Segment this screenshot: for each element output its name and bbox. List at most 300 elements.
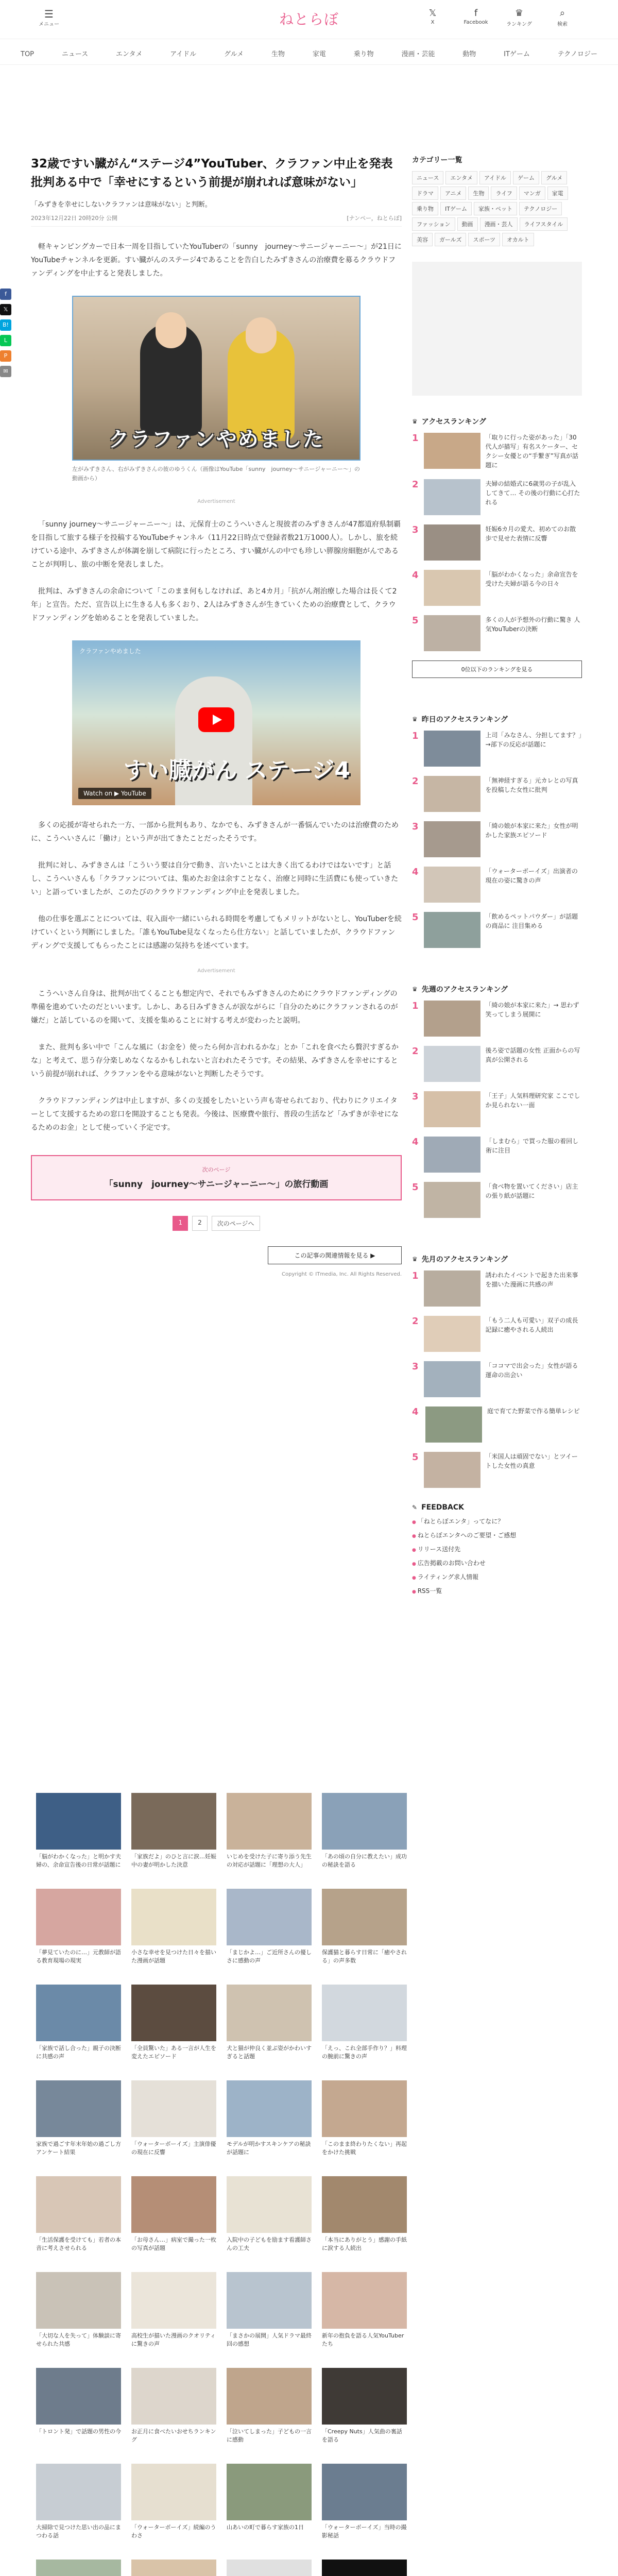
related-article-card[interactable]	[227, 2080, 312, 2165]
ranking-title[interactable]: 「食べ物を置いてください」店主の張り紙が話題に	[485, 1183, 578, 1199]
ranking-heading	[412, 416, 582, 427]
related-article-thumbnail[interactable]	[36, 2080, 121, 2137]
nav-item[interactable]: 漫画・芸能	[401, 50, 435, 58]
related-article-card[interactable]	[322, 1793, 407, 1877]
share-hatena-icon[interactable]: B!	[0, 319, 11, 331]
article-paragraph: 批判に対し、みずきさんは「こういう要は自分で動き、言いたいことは大きく出てるわけではないです」と話し、こうへいさんも「クラファンについては、集めたお金は余すことなく、治療と同時に生活費にも使っていきたい」と語っていましたが、このたびのクラウドファンディング中止を発表しました。	[31, 861, 399, 896]
ranking-item[interactable]	[412, 1137, 582, 1173]
related-article-title[interactable]: 「お母さん…」病室で撮った一枚の写真が話題	[131, 2236, 216, 2251]
article-byline: [ナンペー，ねとらぼ]	[347, 215, 402, 222]
feedback-icon: ✎	[412, 1504, 418, 1511]
pagination	[31, 1216, 402, 1231]
ranking-thumbnail[interactable]	[424, 1361, 480, 1397]
related-article-title[interactable]: 「あの頃の自分に教えたい」成功の秘訣を語る	[322, 1853, 407, 1868]
trophy-icon: ♛	[412, 418, 418, 425]
related-article-thumbnail[interactable]	[322, 2272, 407, 2329]
ranking-section	[412, 984, 582, 1218]
ranking-title[interactable]: 誘われたイベントで起きた出来事を描いた漫画に共感の声	[485, 1272, 578, 1288]
related-article-title[interactable]: いじめを受けた子に寄り添う先生の対応が話題に「理想の大人」	[227, 1853, 312, 1868]
category-link[interactable]: 漫画・芸人	[480, 217, 518, 231]
related-article-title[interactable]: 「大切な人を失って」体験談に寄せられた共感	[36, 2332, 121, 2347]
related-article-card[interactable]	[227, 2272, 312, 2357]
nav-item[interactable]: ITゲーム	[504, 50, 530, 58]
related-article-title[interactable]: 「泣いてしまった」子どもの一言に感動	[227, 2428, 312, 2443]
page-link[interactable]: 2	[192, 1216, 208, 1231]
next-page-label: 次のページ	[202, 1166, 231, 1173]
ranking-list	[412, 731, 582, 948]
related-article-card[interactable]	[131, 2080, 216, 2165]
related-article-title[interactable]: 保護猫と暮らす日常に「癒やされる」の声多数	[322, 1949, 407, 1964]
ranking-item[interactable]	[412, 524, 582, 561]
ranking-heading-text: アクセスランキング	[421, 418, 486, 426]
related-article-card[interactable]	[36, 2272, 121, 2357]
trophy-icon: ♛	[412, 1256, 418, 1263]
article-paragraph: こうへいさん自身は、批判が出てくることも想定内で、それでもみずきさんのためにクラウドファンディングの準備を進めていたのだといいます。しかし、ある日みずきさんが涙ながらに「自分のためにクラファンされるのが嫌だ」と話しているのを聞いて、支援を集めることに対する考えが変わったと説明。	[31, 990, 398, 1025]
ranking-thumbnail[interactable]	[424, 1452, 480, 1488]
related-article-card[interactable]	[227, 2368, 312, 2452]
ranking-heading-text: 先週のアクセスランキング	[421, 986, 508, 994]
nav-item[interactable]: 動物	[462, 50, 476, 58]
rank-number: 2	[412, 776, 419, 787]
ranking-item[interactable]	[412, 1361, 582, 1397]
related-article-title[interactable]: 「まさかの展開」人気ドラマ最終回の感想	[227, 2332, 312, 2347]
category-link[interactable]: ゲーム	[513, 171, 539, 184]
category-link[interactable]: アニメ	[440, 187, 466, 200]
category-link[interactable]: ファッション	[412, 217, 455, 231]
rank-number: 5	[412, 615, 419, 626]
ranking-title[interactable]: 「脳がわかくなった」余命宣告を受けた夫婦が語る今の日々	[485, 571, 578, 587]
related-article-card[interactable]	[36, 2176, 121, 2261]
related-article-thumbnail[interactable]	[131, 2464, 216, 2520]
nav-item[interactable]: 乗り物	[353, 50, 374, 58]
category-link[interactable]: 美容	[412, 233, 433, 246]
ranking-section	[412, 416, 582, 678]
related-article-thumbnail[interactable]	[131, 2368, 216, 2425]
related-article-title[interactable]: 山あいの町で暮らす家族の1日	[227, 2524, 304, 2531]
related-article-title[interactable]: 「家族で話し合った」親子の決断に共感の声	[36, 2045, 121, 2060]
related-article-thumbnail[interactable]	[227, 1793, 312, 1850]
related-article-thumbnail[interactable]	[227, 2560, 312, 2576]
related-article-thumbnail[interactable]	[131, 2080, 216, 2137]
category-link[interactable]: テクノロジー	[519, 202, 562, 215]
ranking-thumbnail[interactable]	[424, 867, 480, 903]
related-article-card[interactable]	[322, 1985, 407, 2069]
share-line-icon[interactable]: L	[0, 335, 11, 346]
ranking-item[interactable]	[412, 479, 582, 515]
related-article-thumbnail[interactable]	[227, 2176, 312, 2233]
related-article-card[interactable]	[36, 1793, 121, 1877]
menu-label: メニュー	[39, 22, 59, 27]
category-link[interactable]: ニュース	[412, 171, 443, 184]
ranking-thumbnail[interactable]	[424, 615, 480, 651]
category-link[interactable]: 乗り物	[412, 202, 438, 215]
rank-number: 2	[412, 479, 419, 490]
related-article-card[interactable]	[131, 2272, 216, 2357]
ranking-thumbnail[interactable]	[424, 524, 480, 561]
youtube-embed[interactable]	[72, 640, 360, 805]
ranking-item[interactable]	[412, 867, 582, 903]
related-article-title[interactable]: 「トロント発」で話題の男性の今	[36, 2428, 121, 2435]
sidebar-ad[interactable]	[412, 262, 582, 396]
header-icon-label: 検索	[557, 22, 568, 27]
feedback-link[interactable]: ● 広告掲載のお問い合わせ	[412, 1558, 582, 1567]
ad-label: Advertisement	[197, 499, 235, 504]
related-article-thumbnail[interactable]	[227, 2080, 312, 2137]
rank-number: 3	[412, 1091, 419, 1102]
category-link[interactable]: 家族・ペット	[474, 202, 517, 215]
ranking-thumbnail[interactable]	[424, 570, 480, 606]
header-x-button[interactable]	[418, 7, 447, 27]
related-article-title[interactable]: 「夢見ていたのに…」元教師が語る教育現場の現実	[36, 1949, 121, 1964]
related-article-card[interactable]	[227, 1889, 312, 1973]
video-person	[175, 676, 252, 805]
feedback-link[interactable]: ● ライティング求人情報	[412, 1572, 582, 1581]
related-article-thumbnail[interactable]	[36, 2368, 121, 2425]
ranking-title[interactable]: 上司「みなさん、分担してます？」→部下の反応が話題に	[485, 732, 582, 748]
rank-number: 1	[412, 1001, 419, 1011]
related-article-card[interactable]	[131, 1889, 216, 1973]
related-article-thumbnail[interactable]	[131, 1985, 216, 2041]
related-article-card[interactable]	[36, 2368, 121, 2452]
related-article-card[interactable]	[131, 2560, 216, 2576]
related-article-thumbnail[interactable]	[36, 2272, 121, 2329]
feedback-list	[412, 1517, 582, 1595]
feedback-link[interactable]: ● 「ねとらぼエンタ」ってなに？	[412, 1517, 582, 1526]
nav-item[interactable]: グルメ	[224, 50, 244, 58]
ranking-title[interactable]: 「ウォーターボーイズ」出演者の現在の姿に驚きの声	[485, 868, 578, 884]
ranking-heading	[412, 984, 582, 994]
article-meta	[31, 214, 402, 227]
related-article-thumbnail[interactable]	[36, 2560, 121, 2576]
menu-button[interactable]	[36, 8, 62, 27]
feedback-link[interactable]: ● RSS一覧	[412, 1586, 582, 1595]
article-paragraph: 多くの応援が寄せられた一方、一部から批判もあり、なかでも、みずきさんが一番悩んでいたのは治療費のために、こうへいさんに「働け」という声が出てきたことだったそうです。	[31, 821, 399, 843]
ad-label-2: Advertisement	[197, 968, 235, 974]
nav-item[interactable]: 生物	[271, 50, 285, 58]
ranking-heading	[412, 1254, 582, 1264]
ranking-title[interactable]: 「綺の娘が本家に来た」→ 思わず笑ってしまう展開に	[485, 1002, 579, 1018]
article-photo[interactable]	[72, 296, 360, 461]
related-article-thumbnail[interactable]	[36, 2464, 121, 2520]
related-article-title[interactable]: 「まじかよ…」ご近所さんの優しさに感動の声	[227, 1949, 312, 1964]
ranking-item[interactable]	[412, 570, 582, 606]
rank-number: 4	[412, 867, 419, 877]
ranking-heading-text: 昨日のアクセスランキング	[421, 716, 508, 724]
category-link[interactable]: ドラマ	[412, 187, 438, 200]
related-article-title[interactable]: 「ウォーターボーイズ」主演俳優の現在に反響	[131, 2141, 216, 2156]
ranking-item[interactable]	[412, 1091, 582, 1127]
ranking-item[interactable]	[412, 731, 582, 767]
header-icon-label: Facebook	[464, 20, 488, 25]
sidebar	[412, 155, 582, 1595]
nav-item[interactable]: テクノロジー	[557, 50, 597, 58]
related-article-card[interactable]	[36, 1985, 121, 2069]
related-article-title[interactable]: 入院中の子どもを励ます看護師さんの工夫	[227, 2236, 312, 2251]
category-link[interactable]: グルメ	[541, 171, 567, 184]
more-ranking-button[interactable]: 0位以下のランキングを見る	[412, 660, 582, 678]
rank-number: 4	[412, 1406, 419, 1417]
x-icon: 𝕏	[428, 8, 437, 19]
page-link[interactable]: 1	[173, 1216, 188, 1231]
related-article-thumbnail[interactable]	[322, 1793, 407, 1850]
next-page-box[interactable]	[31, 1155, 402, 1200]
related-article-thumbnail[interactable]	[227, 1985, 312, 2041]
ranking-thumbnail[interactable]	[424, 776, 480, 812]
next-page-link[interactable]: 次のページへ	[212, 1216, 260, 1231]
ranking-item[interactable]	[412, 776, 582, 812]
ranking-title[interactable]: 「しまむら」で買った服の着回し術に注目	[486, 1138, 579, 1154]
ranking-title[interactable]: 「ココマで出会った」女性が語る運命の出会い	[485, 1362, 578, 1379]
header-ranking-button[interactable]	[505, 7, 534, 27]
related-article-title[interactable]: 犬と猫が仲良く並ぶ姿がかわいすぎると話題	[227, 2045, 312, 2060]
related-article-card[interactable]	[131, 2176, 216, 2261]
related-article-title[interactable]: 「家族だよ」のひと言に涙…妊娠中の妻が明かした決意	[131, 1853, 216, 1868]
related-article-thumbnail[interactable]	[322, 1889, 407, 1945]
category-link[interactable]: ガールズ	[435, 233, 466, 246]
related-article-title[interactable]: 「ウォーターボーイズ」続編のうわさ	[131, 2524, 216, 2539]
rank-number: 1	[412, 1270, 419, 1281]
ranking-title[interactable]: 「綺の娘が本家に来た」女性が明かした家族エピソード	[485, 822, 578, 839]
watch-on-youtube-link[interactable]: Watch on ▶ YouTube	[78, 788, 151, 799]
related-article-card[interactable]	[131, 1793, 216, 1877]
header-search-button[interactable]	[548, 7, 577, 27]
ranking-thumbnail[interactable]	[424, 912, 480, 948]
related-article-thumbnail[interactable]	[131, 2560, 216, 2576]
article-paragraph: 他の仕事を選ぶことについては、収入面や一緒にいられる時間を考慮してもメリットがないとし、YouTuberを続けていくという判断にしました。「誰もYouTube見なくなったら仕方ない」と話していましたが、クラウドファンディングで支援してもらったことには感謝の気持ちを述べています。	[31, 915, 402, 950]
related-article-title[interactable]: 「このまま終わりたくない」再起をかけた挑戦	[322, 2141, 407, 2156]
related-article-card[interactable]	[131, 2464, 216, 2548]
ranking-item[interactable]	[412, 821, 582, 857]
related-article-card[interactable]	[322, 2080, 407, 2165]
site-logo[interactable]: ねとらぼ	[279, 11, 339, 28]
header-icon-label: X	[431, 20, 435, 25]
rank-number: 3	[412, 821, 419, 832]
related-article-title[interactable]: お正月に食べたいおせちランキング	[131, 2428, 216, 2443]
article-figure	[72, 296, 360, 483]
category-link[interactable]: 家電	[547, 187, 568, 200]
ranking-title[interactable]: 多くの人が予想外の行動に驚き 人気YouTuberの決断	[485, 616, 580, 633]
related-article-card[interactable]	[322, 1889, 407, 1973]
category-link[interactable]: ライフスタイル	[520, 217, 568, 231]
related-article-title[interactable]: 「本当にありがとう」感謝の手紙に涙する人続出	[322, 2236, 407, 2251]
ranking-item[interactable]	[412, 615, 582, 651]
ranking-item[interactable]	[412, 1270, 582, 1307]
related-article-title[interactable]: 「脳がわかくなった」と明かす夫婦の、余命宣告後の日常が話題に	[36, 1853, 121, 1868]
related-article-card[interactable]	[322, 2176, 407, 2261]
header-icon-label: ランキング	[506, 22, 532, 27]
related-article-title[interactable]: 家族で過ごす年末年始の過ごし方アンケート結果	[36, 2141, 121, 2156]
ranking-thumbnail[interactable]	[424, 1001, 480, 1037]
ranking-thumbnail[interactable]	[424, 821, 480, 857]
related-article-card[interactable]	[322, 2272, 407, 2357]
article-paragraph: 批判は、みずきさんの余命について「このまま何もしなければ、あと4カ月」「抗がん剤治療した場合は長くて2年」と宣告。ただ、宣告以上に生きる人も多くおり、2人はみずきさんが生きていくための治療費として、クラウドファンディングを始めることを発表していました。	[31, 587, 397, 622]
ranking-title[interactable]: 「米国人は頑固でない」とツイートした女性の真意	[485, 1453, 578, 1469]
related-article-thumbnail[interactable]	[227, 2464, 312, 2520]
related-article-thumbnail[interactable]	[227, 2272, 312, 2329]
copyright: Copyright © ITmedia, Inc. All Rights Reserved.	[282, 1272, 402, 1277]
related-article-card[interactable]	[131, 1985, 216, 2069]
ranking-title[interactable]: 庭で育てた野菜で作る簡単レシピ	[487, 1408, 580, 1415]
photo-overlay-text: クラファンやめました	[108, 428, 324, 451]
ranking-thumbnail[interactable]	[424, 433, 480, 469]
header-facebook-button[interactable]	[461, 7, 490, 27]
related-article-thumbnail[interactable]	[131, 1793, 216, 1850]
category-link[interactable]: アイドル	[479, 171, 511, 184]
ranking-item[interactable]	[412, 1182, 582, 1218]
category-link[interactable]: ITゲーム	[440, 202, 472, 215]
related-article-card[interactable]	[36, 2464, 121, 2548]
trophy-icon: ♛	[412, 716, 418, 723]
related-article-card[interactable]	[227, 1985, 312, 2069]
related-article-title[interactable]: モデルが明かすスキンケアの秘訣が話題に	[227, 2141, 311, 2156]
article-paragraph: また、批判も多い中で「こんな風に（お金を）使ったら何か言われるかな」とか「これを食べたら贅沢すぎるかな」と考えて、思う存分楽しめなくなるかもしれないと言われたそうです。その結果、みずきさんを幸せにするという前提が崩れれば、クラファンをやる意味がないと判断したそうです。	[31, 1043, 399, 1078]
ranking-thumbnail[interactable]	[424, 1270, 480, 1307]
share-x-icon[interactable]: 𝕏	[0, 304, 11, 315]
related-article-title[interactable]: 大掃除で見つけた思い出の品にまつわる話	[36, 2524, 121, 2539]
ranking-thumbnail[interactable]	[424, 479, 480, 515]
related-article-thumbnail[interactable]	[131, 2176, 216, 2233]
rank-number: 3	[412, 1361, 419, 1372]
ranking-list	[412, 433, 582, 651]
ranking-title[interactable]: 「王子」人気料理研究家 ここでしか見られない一面	[485, 1092, 580, 1109]
ranking-item[interactable]	[412, 1406, 582, 1443]
category-link[interactable]: ライフ	[491, 187, 517, 200]
related-article-card[interactable]	[36, 2080, 121, 2165]
facebook-icon: f	[474, 8, 478, 19]
category-heading	[412, 155, 582, 165]
ranking-item[interactable]	[412, 1452, 582, 1488]
article-title: 32歳ですい臓がん“ステージ4”YouTuber、クラファン中止を発表 批判ある中で「幸せにするという前提が崩れれば意味がない」	[31, 157, 405, 189]
share-mail-icon[interactable]: ✉	[0, 366, 11, 377]
ranking-heading	[412, 714, 582, 724]
related-articles-grid	[36, 1793, 407, 2576]
related-info-button[interactable]: この記事の関連情報を見る ▶	[268, 1246, 402, 1264]
ranking-item[interactable]	[412, 1316, 582, 1352]
ranking-title[interactable]: 「取りに行った姿があった」「30代人が描写」有名スケーター、セクシー女優との“手繋ぎ”写真が話題に	[485, 434, 578, 469]
nav-item[interactable]: エンタメ	[116, 50, 143, 58]
article-date: 2023年12月22日 20時20分 公開	[31, 215, 117, 222]
related-article-thumbnail[interactable]	[227, 2368, 312, 2425]
related-article-thumbnail[interactable]	[322, 2464, 407, 2520]
related-article-title[interactable]: 「全員驚いた」ある一言が人生を変えたエピソード	[131, 2045, 216, 2060]
ranking-thumbnail[interactable]	[424, 1091, 480, 1127]
related-article-thumbnail[interactable]	[322, 2560, 407, 2576]
related-article-thumbnail[interactable]	[322, 2176, 407, 2233]
photo-face-right	[246, 317, 277, 353]
ranking-list	[412, 1270, 582, 1488]
ranking-heading-text: 先月のアクセスランキング	[421, 1256, 508, 1264]
ranking-item[interactable]	[412, 433, 582, 470]
ranking-thumbnail[interactable]	[424, 731, 480, 767]
ranking-title[interactable]: 「もう二人も可愛い」双子の成長記録に癒やされる人続出	[485, 1317, 578, 1333]
ranking-title[interactable]: 後ろ姿で話題の女性 正面からの写真が公開される	[485, 1047, 580, 1063]
related-article-title[interactable]: 「ウォーターボーイズ」当時の撮影秘話	[322, 2524, 407, 2539]
related-article-thumbnail[interactable]	[227, 1889, 312, 1945]
video-title: クラファンやめました	[79, 648, 141, 655]
ranking-item[interactable]	[412, 1046, 582, 1082]
related-article-card[interactable]	[131, 2368, 216, 2452]
related-article-card[interactable]	[227, 2560, 312, 2576]
related-article-card[interactable]	[36, 2560, 121, 2576]
feedback-heading-text: FEEDBACK	[421, 1503, 465, 1512]
related-article-thumbnail[interactable]	[131, 2272, 216, 2329]
related-article-title[interactable]: 「えっ、これ全部手作り？」料理の腕前に驚きの声	[322, 2045, 407, 2060]
feedback-link[interactable]: ● ねとらぼエンタへのご要望・ご感想	[412, 1531, 582, 1539]
related-article-title[interactable]: 新年の抱負を語る人気YouTuberたち	[322, 2332, 404, 2347]
ranking-item[interactable]	[412, 1001, 582, 1037]
category-list	[412, 171, 582, 246]
rank-number: 4	[412, 1137, 419, 1147]
related-article-card[interactable]	[227, 2464, 312, 2548]
related-article-thumbnail[interactable]	[322, 1985, 407, 2041]
nav-item[interactable]: 家電	[312, 50, 326, 58]
related-article-thumbnail[interactable]	[36, 1793, 121, 1850]
site-header	[0, 0, 618, 39]
related-article-card[interactable]	[227, 1793, 312, 1877]
related-article-card[interactable]	[322, 2560, 407, 2576]
rank-number: 5	[412, 912, 419, 923]
related-article-title[interactable]: 小さな幸せを見つけた日々を描いた漫画が話題	[131, 1949, 216, 1964]
related-article-thumbnail[interactable]	[131, 1889, 216, 1945]
category-link[interactable]: スポーツ	[468, 233, 500, 246]
ranking-title[interactable]: 「無神経すぎる」元カレとの写真を投稿した女性に批判	[485, 777, 578, 793]
related-article-thumbnail[interactable]	[322, 2080, 407, 2137]
related-article-title[interactable]: 「Creepy Nuts」人気曲の裏話を語る	[322, 2428, 402, 2443]
rank-number: 3	[412, 524, 419, 535]
ranking-title[interactable]: 夫婦の結婚式に6歳男の子が乱入してきて… その後の行動に心打たれる	[485, 480, 580, 506]
related-article-title[interactable]: 「生活保護を受けても」若者の本音に考えさせられる	[36, 2236, 121, 2251]
feedback-link[interactable]: ● リリース送付先	[412, 1545, 582, 1553]
nav-item[interactable]: TOP	[21, 50, 35, 58]
category-link[interactable]: エンタメ	[445, 171, 477, 184]
share-rail	[0, 289, 12, 381]
related-article-thumbnail[interactable]	[36, 2176, 121, 2233]
ranking-thumbnail[interactable]	[424, 1137, 480, 1173]
category-link[interactable]: 生物	[468, 187, 489, 200]
related-article-thumbnail[interactable]	[36, 1889, 121, 1945]
related-article-thumbnail[interactable]	[36, 1985, 121, 2041]
category-link[interactable]: 動画	[457, 217, 478, 231]
ranking-item[interactable]	[412, 912, 582, 948]
ranking-thumbnail[interactable]	[425, 1406, 482, 1443]
related-article-title[interactable]: 高校生が描いた漫画のクオリティに驚きの声	[131, 2332, 216, 2347]
ranking-thumbnail[interactable]	[424, 1182, 480, 1218]
category-heading-text: カテゴリー一覧	[412, 156, 462, 164]
ranking-title[interactable]: 妊娠6カ月の愛犬、初めてのお散歩で見せた表情に反響	[485, 526, 576, 542]
next-page-title: 「sunny journey〜サニージャーニー〜」の旅行動画	[104, 1179, 329, 1190]
ranking-thumbnail[interactable]	[424, 1046, 480, 1082]
category-link[interactable]: マンガ	[519, 187, 545, 200]
ranking-icon: ♛	[514, 8, 524, 19]
header-icons	[418, 7, 577, 27]
related-article-card[interactable]	[227, 2176, 312, 2261]
nav-item[interactable]: アイドル	[170, 50, 197, 58]
share-pocket-icon[interactable]: P	[0, 350, 11, 362]
related-article-thumbnail[interactable]	[322, 2368, 407, 2425]
play-icon[interactable]	[198, 707, 234, 732]
ranking-thumbnail[interactable]	[424, 1316, 480, 1352]
rank-number: 4	[412, 570, 419, 581]
video-overlay-text: すい臓がん ステージ4	[123, 757, 350, 784]
category-link[interactable]: オカルト	[502, 233, 534, 246]
share-facebook-icon[interactable]: f	[0, 289, 11, 300]
related-article-card[interactable]	[36, 1889, 121, 1973]
related-article-card[interactable]	[322, 2368, 407, 2452]
related-article-card[interactable]	[322, 2464, 407, 2548]
article	[31, 155, 405, 1277]
ranking-title[interactable]: 「飲めるペットパウダー」が話題の商品に 注目集める	[485, 913, 578, 929]
nav-item[interactable]: ニュース	[61, 50, 89, 58]
